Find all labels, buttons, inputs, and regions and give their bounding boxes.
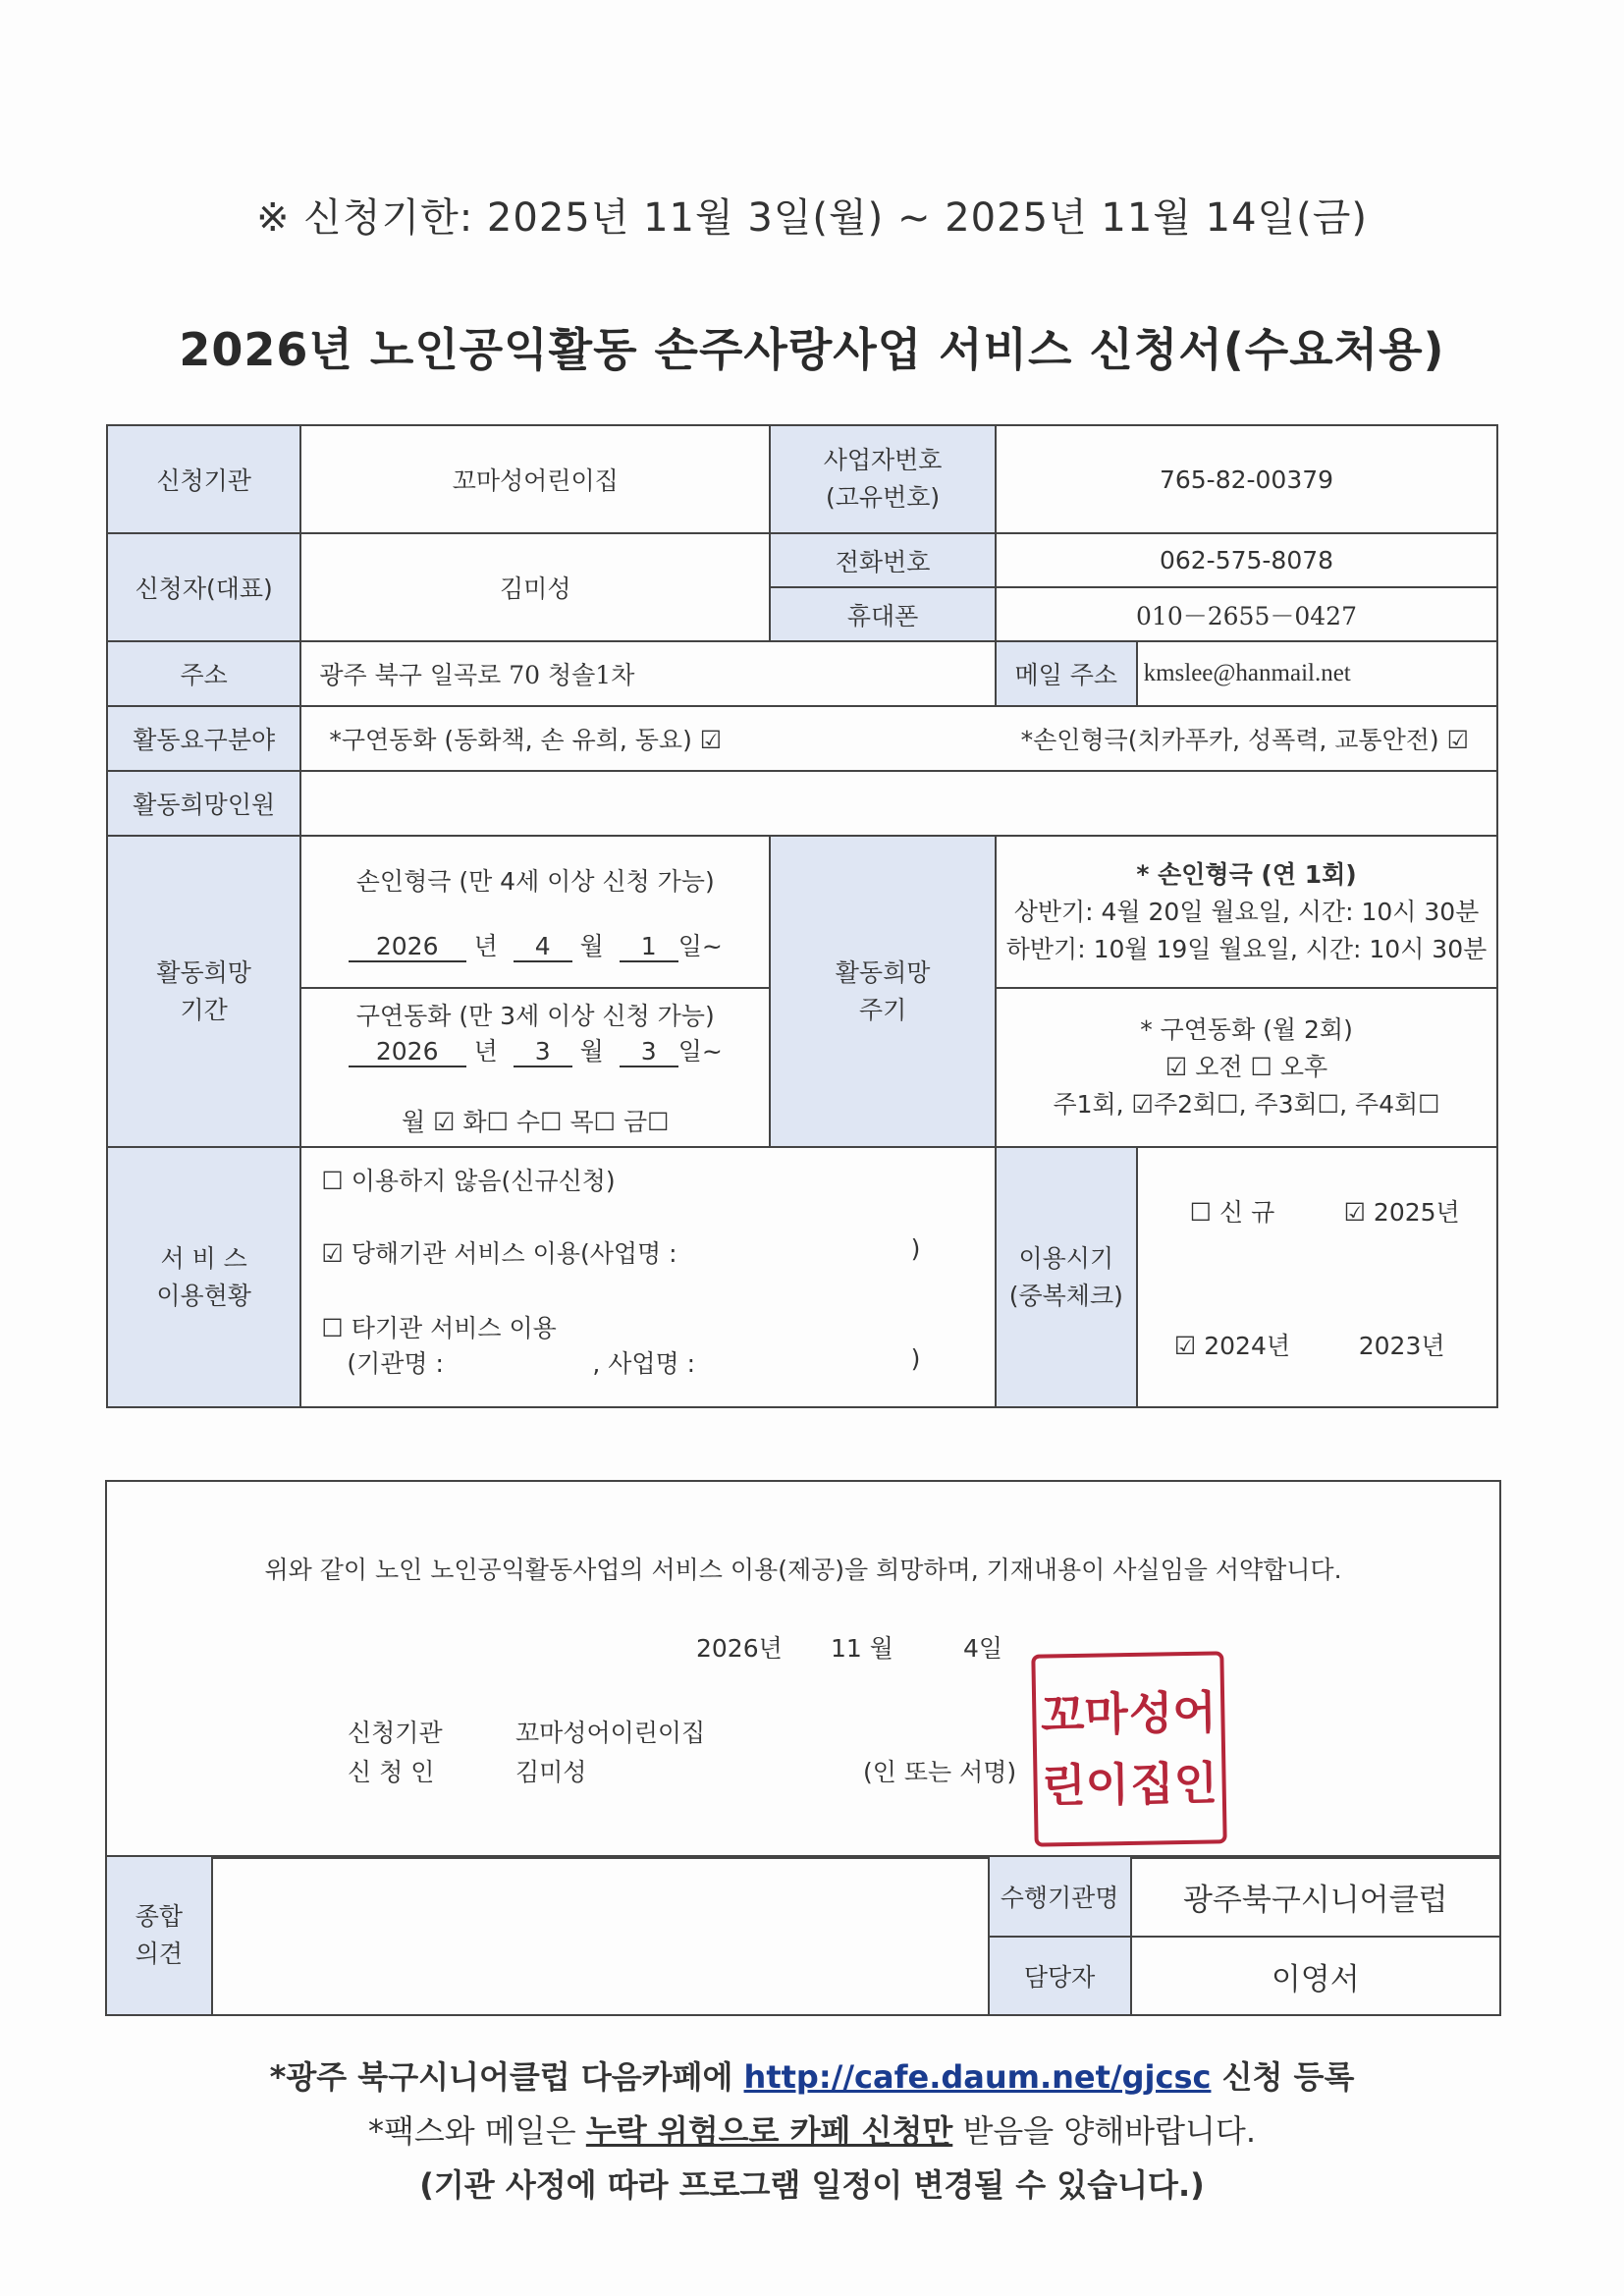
usage-label [996,1147,1137,1407]
bizno-label [770,425,996,533]
paren: ) [910,1234,921,1263]
seal-stamp [1031,1651,1226,1846]
service-label-line1: 서 비 스 [160,1243,247,1273]
field-label: 활동요구분야 [107,706,300,771]
address-value[interactable]: 광주 북구 일곡로 70 청솔1차 [300,641,996,706]
bizno-value[interactable]: 765-82-00379 [996,425,1497,533]
stamp-char: 꼬마 [1040,1687,1129,1742]
unit-month: 월 [579,1037,604,1066]
review-opinion[interactable] [212,1856,989,2015]
service-other-org-label: (기관명 : [347,1349,444,1378]
bizno-label-line1: 사업자번호 [823,446,943,474]
manager-label: 담당자 [989,1937,1131,2015]
email-value[interactable]: kmslee@hanmail.net [1137,641,1497,706]
cycle-label [770,836,996,1147]
stamp-char: 성어 [1128,1685,1218,1740]
story-cycle-title: * 구연동화 (월 2회) [1140,1015,1353,1044]
footer-line1-pre: *광주 북구시니어클럽 다음카페에 [269,2058,733,2096]
people-label: 활동희망인원 [107,771,300,836]
period-label-line1: 활동희망 [156,957,251,987]
footer-line2-pre: *팩스와 메일은 [367,2112,576,2150]
unit-month: 월 [579,931,604,960]
phone-label: 전화번호 [770,533,996,587]
footer-line-2 [0,2106,1624,2152]
story-month[interactable]: 3 [514,1037,572,1067]
declaration-applicant-value[interactable]: 김미성 [515,1758,587,1786]
stamp-char: 집인 [1129,1756,1218,1811]
page-title: 2026년 노인공익활동 손주사랑사업 서비스 신청서(수요처용) [179,323,1445,376]
weekday-checkboxes[interactable]: 월 ☑ 화☐ 수☐ 목☐ 금☐ [401,1108,670,1136]
cycle-label-line1: 활동희망 [835,957,931,987]
seal-note: (인 또는 서명) [863,1758,1017,1786]
puppet-year[interactable]: 2026 [349,932,466,962]
story-year[interactable]: 2026 [349,1037,466,1067]
declaration-day[interactable]: 4일 [963,1634,1003,1663]
usage-2024-checkbox[interactable]: ☑ 2024년 [1173,1331,1291,1360]
footer-line1-post: 신청 등록 [1221,2058,1355,2096]
service-own-checkbox[interactable]: ☑ 당해기관 서비스 이용(사업명 : [321,1239,677,1268]
cycle-label-line2: 주기 [858,995,907,1024]
unit-year: 년 [473,1037,498,1066]
review-label-line2: 의견 [135,1940,184,1968]
declaration-text: 위와 같이 노인 노인공익활동사업의 서비스 이용(제공)을 희망하며, 기재내용이 사실임을 서약합니다. [264,1556,1342,1584]
story-cycle-cell [996,988,1497,1147]
puppet-cycle-cell [996,836,1497,988]
footer-line-3: (기관 사정에 따라 프로그램 일정이 변경될 수 있습니다.) [419,2166,1205,2204]
review-table [105,1855,1501,2016]
service-label [107,1147,300,1407]
puppet-cycle-title: * 손인형극 (연 1회) [1136,859,1357,889]
service-other-checkbox[interactable]: ☐ 타기관 서비스 이용 [321,1314,557,1342]
usage-2023-checkbox[interactable]: 2023년 [1358,1331,1445,1360]
phone-value[interactable]: 062-575-8078 [996,533,1497,587]
unit-day: 일~ [677,1037,723,1066]
story-period-title: 구연동화 (만 3세 이상 신청 가능) [355,1002,715,1030]
service-own-row [321,1234,920,1270]
application-form-table [106,424,1498,1408]
review-label [106,1856,212,2015]
review-label-line1: 종합 [135,1902,184,1931]
story-day[interactable]: 3 [620,1037,678,1067]
footer-line2-underlined: 누락 위험으로 카페 신청만 [585,2112,953,2150]
puppet-day[interactable]: 1 [620,932,678,962]
field-option-storytelling[interactable]: *구연동화 (동화책, 손 유희, 동요) ☑ [329,726,723,754]
usage-new-checkbox[interactable]: ☐ 신 규 [1189,1197,1275,1227]
unit-year: 년 [473,931,498,960]
field-option-puppet[interactable]: *손인형극(치카푸카, 성폭력, 교통안전) ☑ [1020,726,1469,754]
address-label: 주소 [107,641,300,706]
puppet-period-date [301,927,769,962]
declaration-applicant-label: 신 청 인 [348,1758,435,1786]
unit-day: 일~ [677,931,723,960]
puppet-period-title: 손인형극 (만 4세 이상 신청 가능) [355,866,715,896]
story-cycle-frequency[interactable]: 주1회, ☑주2회☐, 주3회☐, 주4회☐ [1053,1090,1440,1119]
manager-value[interactable]: 이영서 [1131,1937,1501,2015]
agency-label: 수행기관명 [989,1856,1131,1937]
bizno-label-line2: (고유번호) [826,483,941,512]
mobile-label: 휴대폰 [770,587,996,641]
service-status-cell [300,1147,996,1407]
agency-value[interactable]: 광주북구시니어클럽 [1131,1856,1501,1937]
service-other-biz-label: , 사업명 : [592,1349,696,1378]
cafe-link[interactable]: http://cafe.daum.net/gjcsc [743,2058,1212,2096]
story-period-date [301,1032,769,1067]
people-value[interactable] [300,771,1497,836]
applicant-label: 신청자(대표) [107,533,300,641]
org-label: 신청기관 [107,425,300,533]
mobile-value[interactable]: 010－2655－0427 [996,587,1497,641]
paren: ) [910,1344,921,1373]
declaration-year[interactable]: 2026년 [696,1634,783,1663]
puppet-cycle-first-half: 상반기: 4월 20일 월요일, 시간: 10시 30분 [1013,897,1480,926]
footer-line-1 [0,2052,1624,2098]
usage-cell [1137,1147,1497,1407]
story-period-cell [300,988,770,1147]
deadline-text: ※ 신청기한: 2025년 11월 3일(월) ~ 2025년 11월 14일(금) [255,195,1369,241]
usage-2025-checkbox[interactable]: ☑ 2025년 [1343,1197,1460,1227]
declaration-org-label: 신청기관 [348,1719,443,1747]
puppet-month[interactable]: 4 [514,932,572,962]
footer-line2-post: 받음을 양해바랍니다. [962,2112,1257,2150]
declaration-month[interactable]: 11 월 [831,1634,893,1663]
service-other-row [321,1344,920,1380]
period-label [107,836,300,1147]
email-label: 메일 주소 [996,641,1137,706]
declaration-org-value[interactable]: 꼬마성어이린이집 [515,1719,706,1747]
service-label-line2: 이용현황 [156,1281,251,1310]
puppet-period-cell [300,836,770,988]
usage-label-line1: 이용시기 [1018,1243,1114,1273]
field-options [300,706,1497,771]
declaration-box [105,1480,1501,1859]
period-label-line2: 기간 [180,995,228,1024]
org-value[interactable]: 꼬마성어린이집 [300,425,770,533]
stamp-char: 린이 [1041,1758,1130,1813]
usage-label-line2: (중복체크) [1008,1281,1123,1310]
applicant-value[interactable]: 김미성 [300,533,770,641]
puppet-cycle-second-half: 하반기: 10월 19일 월요일, 시간: 10시 30분 [1005,934,1488,963]
service-none-checkbox[interactable]: ☐ 이용하지 않음(신규신청) [321,1167,616,1195]
story-cycle-ampm[interactable]: ☑ 오전 ☐ 오후 [1164,1053,1328,1081]
